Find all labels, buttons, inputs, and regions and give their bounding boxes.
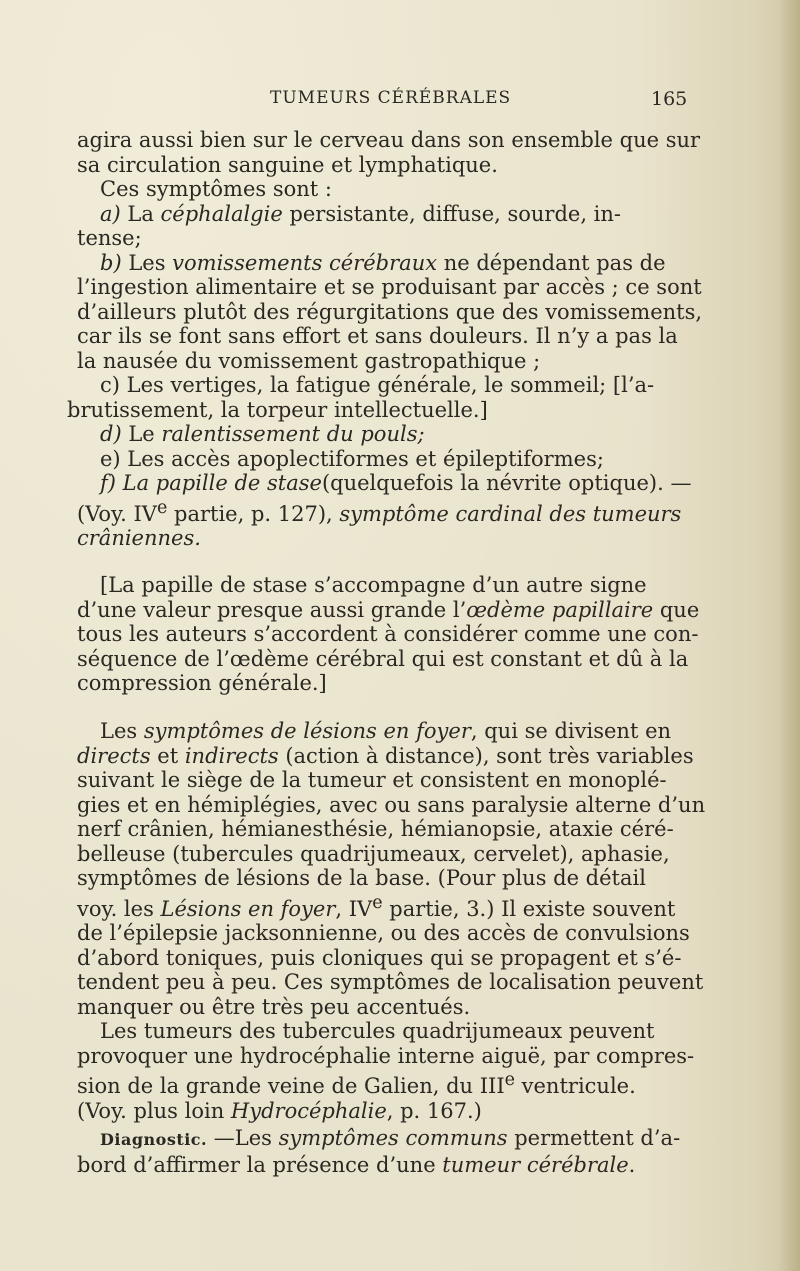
running-head-title: TUMEURS CÉRÉBRALES (270, 88, 512, 108)
text-line: tous les auteurs s’accordent à considérer comme une con- (77, 622, 699, 646)
text-line: Diagnostic. —Les symptômes communs permettent d’a- (100, 1126, 681, 1150)
text-line: directs et indirects (action à distance), sont très variables (77, 743, 694, 768)
text-line: belleuse (tubercules quadrijumeaux, cervelet), aphasie, (77, 841, 670, 866)
text-line: l’ingestion alimentaire et se produisant par accès ; ce sont (77, 275, 702, 299)
text-line: symptômes de lésions de la base. (Pour plus de détail (77, 866, 646, 890)
text-line: Ces symptômes sont : (100, 177, 332, 201)
page-edge-shadow (778, 0, 800, 1271)
text-line: sion de la grande veine de Galien, du IIIe ventricule. (77, 1070, 636, 1098)
text-line: d’ailleurs plutôt des régurgitations que des vomissements, (77, 299, 703, 324)
text-line: (Voy. IVe partie, p. 127), symptôme cardinal des tumeurs (77, 497, 682, 526)
list-item-e: e) Les accès apoplectiformes et épileptiformes; (100, 446, 604, 471)
text-line: gies et en hémiplégies, avec ou sans paralysie alterne d’un (77, 792, 706, 817)
text-block-focal-lesions (77, 719, 706, 1123)
text-line: compression générale.] (77, 671, 327, 695)
list-item-d: d) Le ralentissement du pouls; (100, 422, 425, 446)
text-line: manquer ou être très peu accentués. (77, 994, 471, 1019)
text-line: [La papille de stase s’accompagne d’un autre signe (100, 573, 647, 597)
text-line: agira aussi bien sur le cerveau dans son ensemble que sur (77, 128, 701, 152)
text-block-papilla (77, 573, 700, 696)
text-line: tendent peu à peu. Ces symptômes de localisation peuvent (77, 970, 704, 994)
text-line: tense; (77, 226, 142, 250)
list-item-b: b) Les vomissements cérébraux ne dépendant pas de (100, 250, 666, 275)
list-item-c: c) Les vertiges, la fatigue générale, le sommeil; [l’a- (100, 373, 655, 397)
text-line: suivant le siège de la tumeur et consistent en monoplé- (77, 768, 667, 792)
text-line: Les symptômes de lésions en foyer, qui se divisent en (100, 719, 672, 743)
text-line: bord d’affirmer la présence d’une tumeur cérébrale. (77, 1152, 636, 1177)
text-line: nerf crânien, hémianesthésie, hémianopsie, ataxie céré- (77, 817, 674, 841)
text-line: séquence de l’œdème cérébral qui est constant et dû à la (77, 646, 689, 671)
text-line: d’une valeur presque aussi grande l’œdème papillaire que (77, 597, 700, 622)
text-line: Les tumeurs des tubercules quadrijumeaux peuvent (100, 1019, 655, 1043)
text-block-diagnostic (77, 1126, 693, 1177)
text-line: d’abord toniques, puis cloniques qui se propagent et s’é- (77, 945, 682, 970)
list-item-f: f) La papille de stase(quelquefois la névrite optique). — (100, 471, 692, 495)
section-heading-diagnostic: Diagnostic. (100, 1130, 208, 1149)
text-line: (Voy. plus loin Hydrocéphalie, p. 167.) (77, 1098, 482, 1123)
text-line: la nausée du vomissement gastropathique ; (77, 348, 541, 373)
running-head (0, 88, 800, 116)
text-line: provoquer une hydrocéphalie interne aiguë, par compres- (77, 1043, 695, 1068)
text-line: voy. les Lésions en foyer, IVe partie, 3.) Il existe souvent (77, 892, 676, 921)
list-item-a: a) La céphalalgie persistante, diffuse, sourde, in- (100, 201, 622, 226)
text-line: crâniennes. (77, 526, 201, 550)
text-line: de l’épilepsie jacksonnienne, ou des accès de convulsions (77, 921, 690, 945)
text-block-symptoms (67, 128, 703, 551)
page-number: 165 (651, 88, 688, 110)
text-line: sa circulation sanguine et lymphatique. (77, 152, 498, 177)
text-line: car ils se font sans effort et sans douleurs. Il n’y a pas la (77, 324, 678, 348)
text-line: brutissement, la torpeur intellectuelle.] (67, 397, 488, 422)
